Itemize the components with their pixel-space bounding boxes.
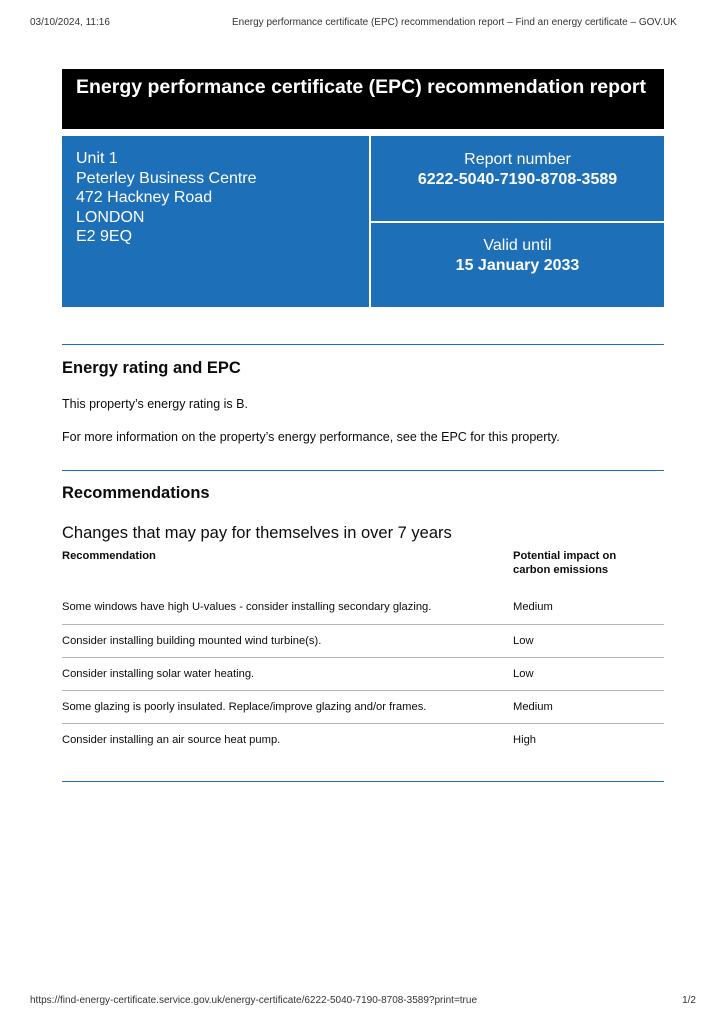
title-banner	[62, 69, 664, 129]
address-line: E2 9EQ	[76, 228, 133, 245]
table-row	[62, 591, 664, 624]
energy-rating-heading: Energy rating and EPC	[62, 359, 241, 377]
print-page-title: Energy performance certificate (EPC) recommendation report – Find an energy certificate – GOV.UK	[232, 17, 677, 28]
epc-info-text: For more information on the property’s energy performance, see the EPC for this property.	[62, 430, 560, 444]
print-footer	[30, 995, 696, 1009]
recommendation-cell: Some glazing is poorly insulated. Replace/improve glazing and/or frames.	[62, 690, 513, 723]
main-content	[62, 69, 664, 782]
section-divider	[62, 781, 664, 782]
certificate-details	[371, 136, 664, 307]
valid-until-value: 15 January 2033	[455, 257, 580, 274]
column-header-recommendation: Recommendation	[62, 550, 156, 562]
page-title: Energy performance certificate (EPC) recommendation report	[76, 76, 646, 98]
column-header-impact	[513, 549, 664, 591]
impact-header-line1: Potential impact on	[513, 550, 617, 562]
valid-until-box	[371, 223, 664, 307]
table-header-row	[62, 549, 664, 591]
impact-cell: Low	[513, 624, 664, 657]
energy-rating-section	[62, 358, 664, 445]
valid-until-label: Valid until	[483, 237, 552, 254]
report-number-label: Report number	[464, 151, 571, 168]
print-header	[30, 17, 694, 31]
recommendations-table	[62, 549, 664, 756]
impact-cell: Medium	[513, 591, 664, 624]
certificate-summary	[62, 136, 664, 307]
address-line: Peterley Business Centre	[76, 169, 257, 187]
recommendations-subheading: Changes that may pay for themselves in over 7 years	[62, 524, 452, 542]
recommendation-cell: Consider installing building mounted wind turbine(s).	[62, 624, 513, 657]
recommendation-cell: Some windows have high U-values - consider installing secondary glazing.	[62, 591, 513, 624]
recommendations-heading: Recommendations	[62, 484, 210, 502]
page-number: 1/2	[682, 995, 696, 1006]
impact-header-line2: carbon emissions	[513, 564, 609, 576]
recommendations-section	[62, 483, 664, 756]
property-address	[62, 136, 369, 307]
table-row	[62, 690, 664, 723]
report-number-value: 6222-5040-7190-8708-3589	[417, 171, 618, 188]
impact-cell: Medium	[513, 690, 664, 723]
recommendation-cell: Consider installing solar water heating.	[62, 657, 513, 690]
print-date: 03/10/2024, 11:16	[30, 17, 110, 28]
print-url[interactable]: https://find-energy-certificate.service.gov.uk/energy-certificate/6222-5040-7190-8708-3589?print=true	[30, 995, 478, 1006]
table-row	[62, 624, 664, 657]
impact-cell: Low	[513, 657, 664, 690]
address-line: Unit 1	[76, 150, 118, 167]
recommendation-cell: Consider installing an air source heat pump.	[62, 733, 281, 746]
report-number-box	[371, 136, 664, 221]
address-line: LONDON	[76, 208, 145, 226]
section-divider	[62, 470, 664, 471]
section-divider	[62, 344, 664, 345]
energy-rating-text: This property’s energy rating is B.	[62, 397, 248, 411]
table-row	[62, 723, 664, 756]
table-row	[62, 657, 664, 690]
address-line: 472 Hackney Road	[76, 189, 213, 206]
impact-cell: High	[513, 733, 537, 746]
